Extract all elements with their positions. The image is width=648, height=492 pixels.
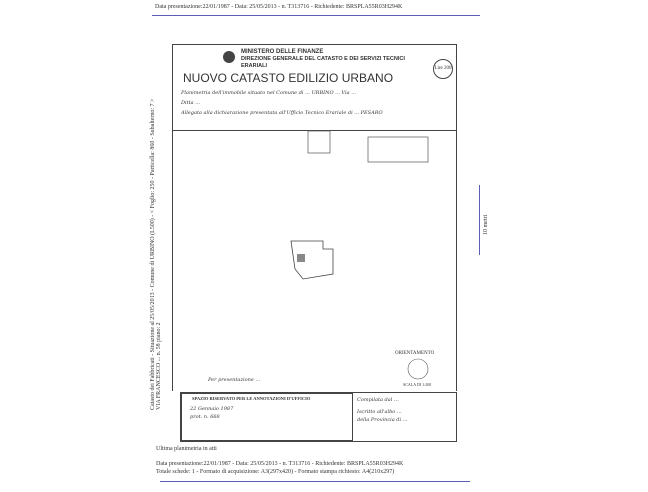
sheet-header	[172, 44, 457, 131]
scale-bar	[479, 185, 480, 255]
footer-line-2: Totale schede: 1 - Formato di acquisizione: A3(297x420) - Formato stampa richiesto: A4(210x297)	[156, 469, 395, 475]
scale-label: 10 metri	[483, 214, 489, 235]
footer-line-1: Data presentazione:22/01/1987 - Data: 25/05/2013 - n. T313716 - Richiedente: BRSPLA55R03H294K	[156, 461, 404, 467]
scale-text: SCALA DI 1:200	[403, 382, 432, 387]
compiled-by: Compilata dal ...	[357, 397, 399, 403]
lire-stamp: Lire 200	[433, 59, 453, 79]
side-text	[150, 98, 162, 410]
header-line: Data presentazione:22/01/1987 - Data: 25/05/2013 - n. T313716 - Richiedente: BRSPLA55R03H294K	[155, 4, 403, 10]
side-text-2: VIA FRANCESCO ... n. 58 piano: 2	[156, 322, 162, 410]
emblem-icon	[223, 51, 235, 63]
side-text-1: Catasto dei Fabbricati - Situazione al 25/05/2013 - Comune di URBINO (L500) - < Foglio: 250 - Particella: 860 - Subalterno: 7 >	[150, 98, 156, 410]
date-handwritten: 22 Gennaio 1987	[190, 406, 234, 412]
registered: Iscritto all'albo ...	[357, 409, 402, 415]
protocol-number: prot. n. 668	[190, 414, 220, 420]
line-2: Ditta ...	[181, 100, 200, 106]
floor-plan-area	[172, 129, 457, 391]
orientation-label: ORIENTAMENTO	[395, 351, 435, 356]
divider	[152, 15, 480, 16]
ministry: MINISTERO DELLE FINANZE	[241, 49, 324, 55]
line-1: Planimetria dell'immobile situato nel Comune di ... URBINO ... Via ...	[181, 90, 356, 96]
annotation-box	[180, 392, 457, 442]
line-3: Allegata alla dichiarazione presentata all'Ufficio Tecnico Erariale di ... PESARO	[181, 110, 383, 116]
province: della Provincia di ...	[357, 417, 408, 423]
footer-divider	[160, 481, 470, 482]
sheet-title: NUOVO CATASTO EDILIZIO URBANO	[183, 71, 394, 85]
annotation-title: SPAZIO RISERVATO PER LE ANNOTAZIONI D'UFFICIO	[192, 396, 311, 401]
presentation-note: Per presentazione ...	[208, 377, 261, 383]
last-plan-note: Ultima planimetria in atti	[156, 446, 217, 452]
direction: DIREZIONE GENERALE DEL CATASTO E DEI SERVIZI TECNICI ERARIALI	[241, 56, 405, 69]
